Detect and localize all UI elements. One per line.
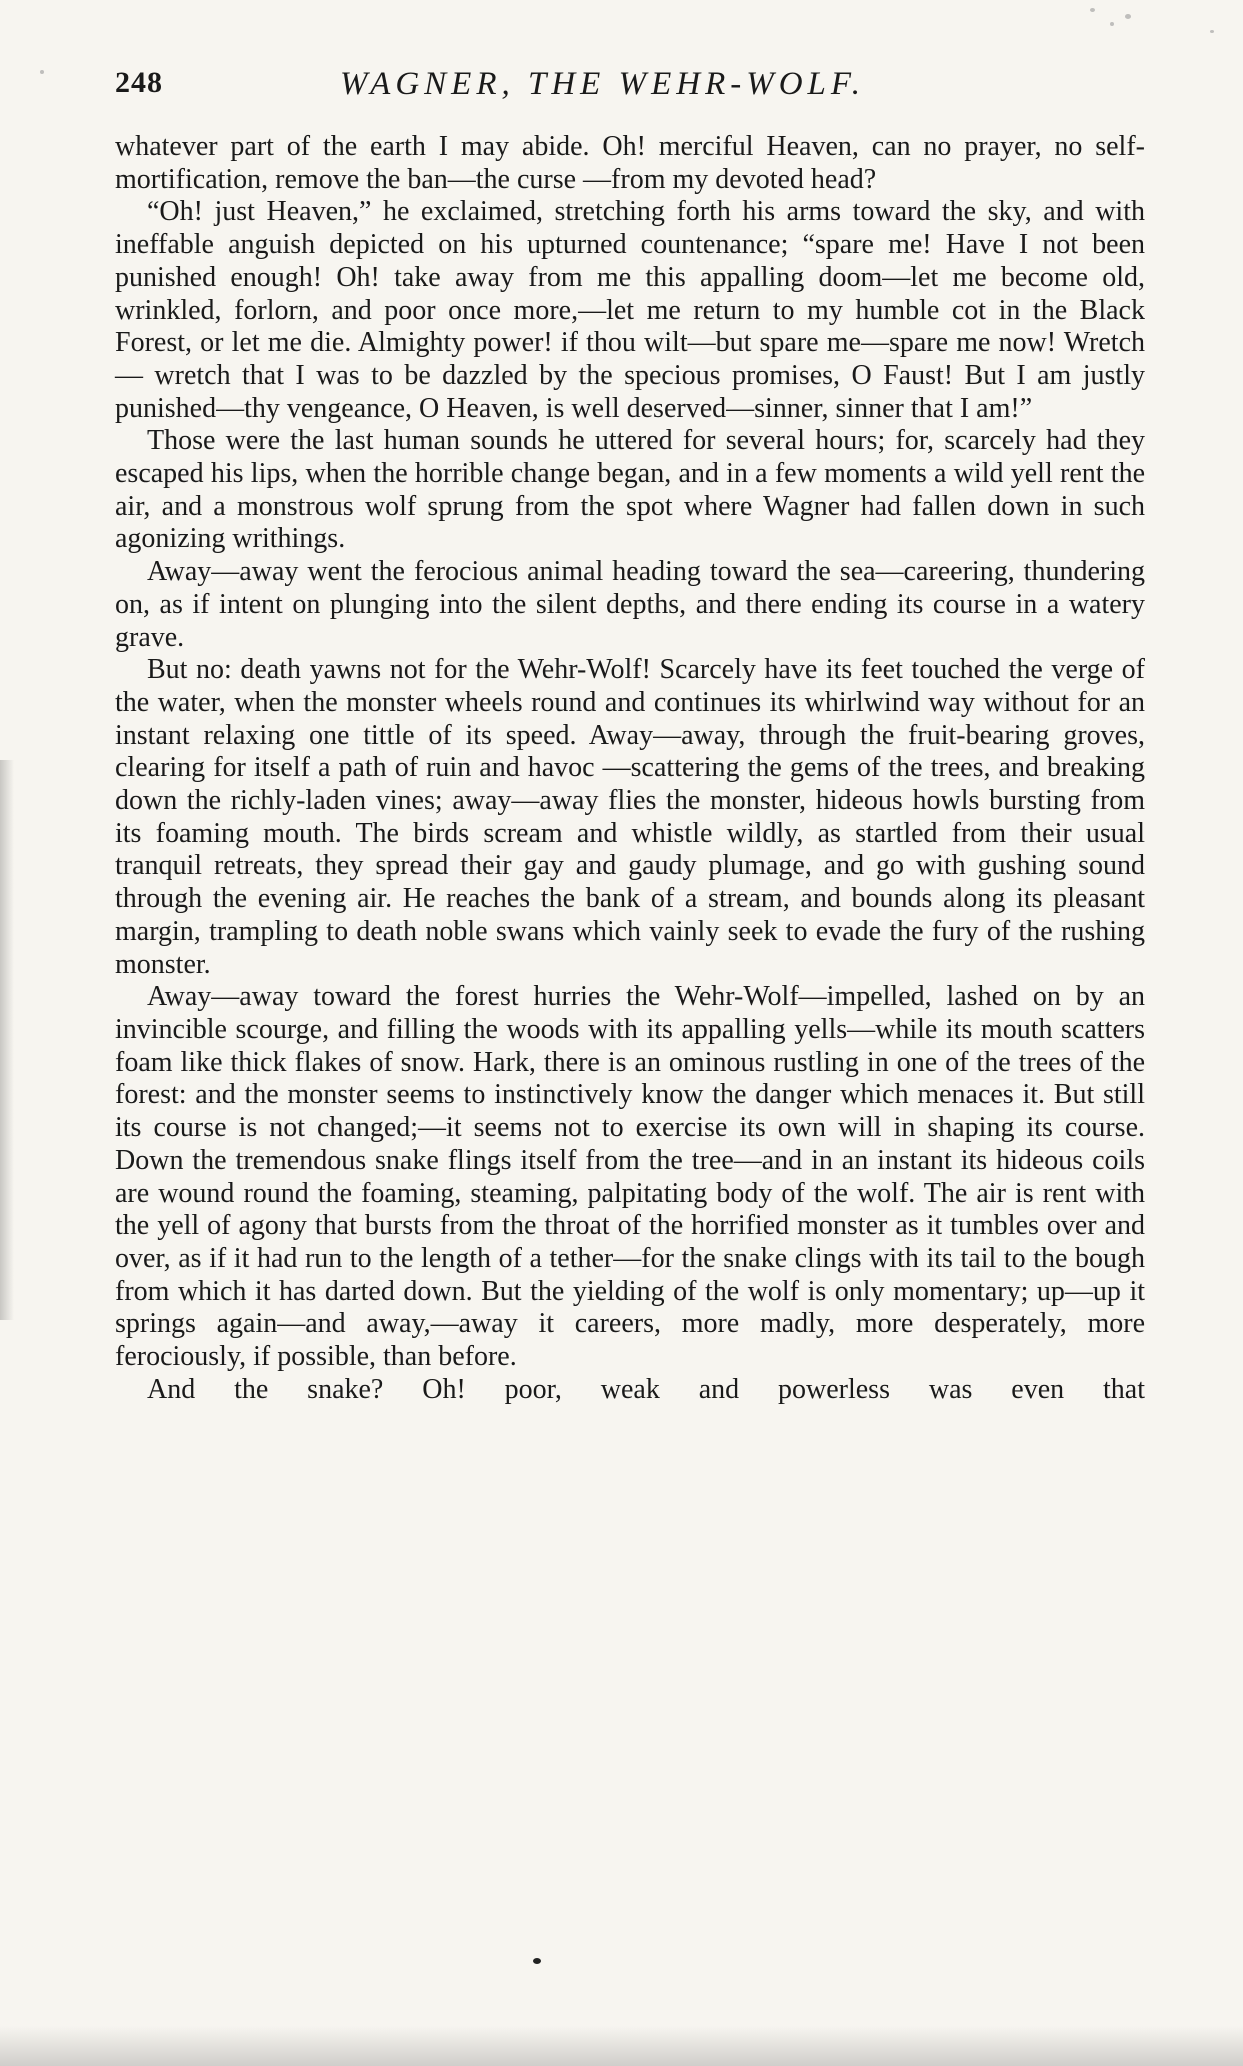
paper-speck <box>1125 14 1131 19</box>
page-edge-shadow-left <box>0 760 14 1320</box>
footer-dot <box>533 1958 541 1964</box>
paper-speck <box>1110 22 1114 26</box>
paragraph-5: But no: death yawns not for the Wehr-Wolf! Scarcely have its feet touched the verge of the water, when the monster wheels round and continues its whirlwind way without for an instant relaxing one tittle of its speed. Away—away, through the fruit-bearing groves, clearing for itself a path of ruin and havoc —scattering the gems of the trees, and breaking down the richly-laden vines; away—away flies the monster, hideous howls bursting from its foaming mouth. The birds scream and whistle wildly, as startled from their usual tranquil retreats, they spread their gay and gaudy plumage, and go with gushing sound through the evening air. He reaches the bank of a stream, and bounds along its pleasant margin, trampling to death noble swans which vainly seek to evade the fury of the rushing monster. <box>115 654 1145 980</box>
paper-speck <box>1090 8 1095 12</box>
page-edge-shadow-bottom <box>0 2026 1243 2066</box>
running-head <box>115 66 1145 110</box>
paragraph-7: And the snake? Oh! poor, weak and powerless was even that <box>147 1373 1145 1405</box>
body-text <box>115 131 1145 1406</box>
paper-speck <box>1210 30 1214 33</box>
paragraph-4: Away—away went the ferocious animal heading toward the sea—careering, thundering on, as if intent on plunging into the silent depths, and there ending its course in a watery grave. <box>115 556 1145 653</box>
paragraph-2: “Oh! just Heaven,” he exclaimed, stretching forth his arms toward the sky, and with ineffable anguish depicted on his upturned countenance; “spare me! Have I not been punished enough! Oh! take away from me this appalling doom—let me become old, wrinkled, forlorn, and poor once more,—let me return to my humble cot in the Black Forest, or let me die. Almighty power! if thou wilt—but spare me—spare me now! Wretch — wretch that I was to be dazzled by the specious promises, O Faust! But I am justly punished—thy vengeance, O Heaven, is well deserved—sinner, sinner that I am!” <box>115 196 1145 424</box>
paragraph-3: Those were the last human sounds he uttered for several hours; for, scarcely had they escaped his lips, when the horrible change began, and in a few moments a wild yell rent the air, and a monstrous wolf sprung from the spot where Wagner had fallen down in such agonizing writhings. <box>115 425 1145 555</box>
paragraph-6: Away—away toward the forest hurries the Wehr-Wolf—impelled, lashed on by an invincible scourge, and filling the woods with its appalling yells—while its mouth scatters foam like thick flakes of snow. Hark, there is an ominous rustling in one of the trees of the forest: and the monster seems to instinctively know the danger which menaces it. But still its course is not changed;—it seems not to exercise its own will in shaping its course. Down the tremendous snake flings itself from the tree—and in an instant its hideous coils are wound round the foaming, steaming, palpitating body of the wolf. The air is rent with the yell of agony that bursts from the throat of the horrified monster as it tumbles over and over, as if it had run to the length of a tether—for the snake clings with its tail to the bough from which it has darted down. But the yielding of the wolf is only momentary; up—up it springs again—and away,—away it careers, more madly, more desperately, more ferociously, if possible, than before. <box>115 981 1145 1373</box>
paper-speck <box>40 70 44 74</box>
page-number: 248 <box>115 66 163 99</box>
paragraph-1: whatever part of the earth I may abide. Oh! merciful Heaven, can no prayer, no self-mortification, remove the ban—the curse —from my devoted head? <box>115 131 1145 195</box>
running-title: WAGNER, THE WEHR-WOLF. <box>340 66 866 102</box>
